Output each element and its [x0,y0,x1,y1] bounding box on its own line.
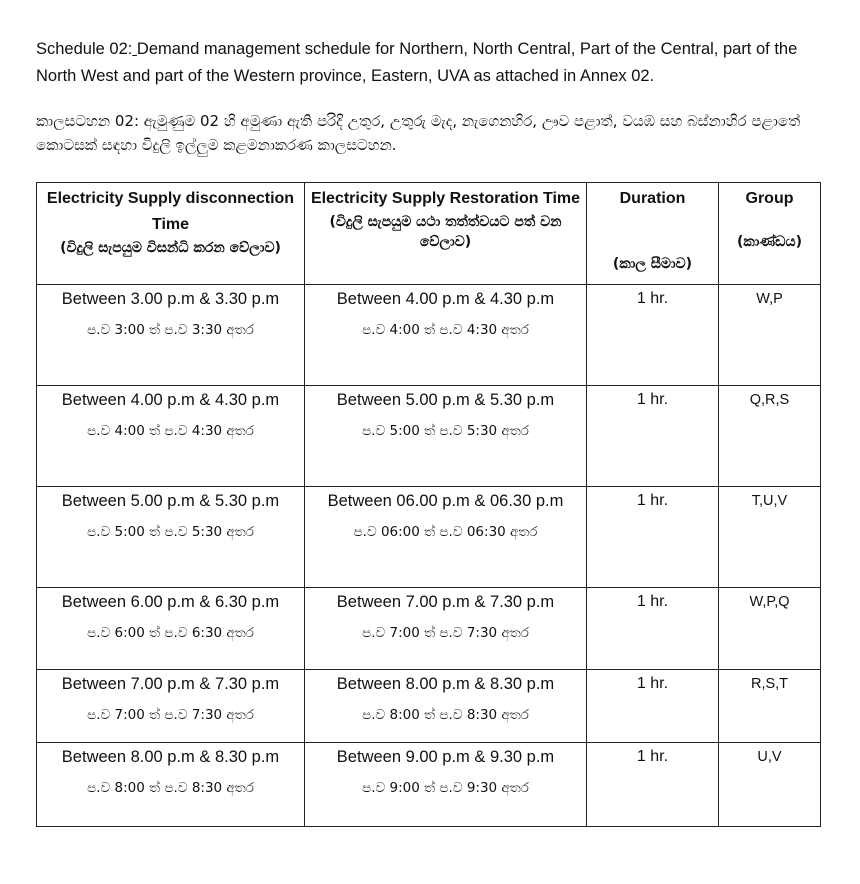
schedule-title-prefix: Schedule 02: [36,40,133,58]
header-restoration-time-sinhala: (විදුලි සැපයුම යථා තත්ත්වයට පත් වන වේලාව) [329,214,562,250]
cell-group: T,U,V [719,487,821,588]
cell-disconnection: Between 4.00 p.m & 4.30 p.m ප.ව 4:00 ත් ප.ව 4:30 අතර [37,386,305,487]
schedule-title-text: Demand management schedule for Northern, North Central, Part of the Central, part of the North West and part of the Western province, Eastern, UVA as attached in Annex 02. [36,40,798,85]
cell-restoration: Between 7.00 p.m & 7.30 p.m ප.ව 7:00 ත් ප.ව 7:30 අතර [305,588,587,670]
cell-restoration: Between 8.00 p.m & 8.30 p.m ප.ව 8:00 ත් ප.ව 8:30 අතර [305,670,587,743]
header-duration: Duration (කාල සීමාව) [587,183,719,285]
cell-group: W,P,Q [719,588,821,670]
cell-duration: 1 hr. [587,588,719,670]
cell-restoration: Between 9.00 p.m & 9.30 p.m ප.ව 9:00 ත් ප.ව 9:30 අතර [305,743,587,827]
table-row [37,588,821,670]
schedule-table [36,182,821,827]
header-disconnection-time: Electricity Supply disconnection Time (විදුලි සැපයුම විසන්ධි කරන වේලාව) [37,183,305,285]
cell-duration: 1 hr. [587,487,719,588]
table-header-row [37,183,821,285]
schedule-title [36,36,826,90]
header-group: Group (කාණ්ඩය) [719,183,821,285]
header-disconnection-time-sinhala: (විදුලි සැපයුම විසන්ධි කරන වේලාව) [60,240,281,256]
cell-group: Q,R,S [719,386,821,487]
cell-disconnection: Between 6.00 p.m & 6.30 p.m ප.ව 6:00 ත් ප.ව 6:30 අතර [37,588,305,670]
table-row [37,743,821,827]
table-row [37,670,821,743]
header-duration-sinhala: (කාල සීමාව) [612,256,693,272]
cell-disconnection: Between 8.00 p.m & 8.30 p.m ප.ව 8:00 ත් ප.ව 8:30 අතර [37,743,305,827]
cell-group: R,S,T [719,670,821,743]
cell-duration: 1 hr. [587,670,719,743]
cell-group: W,P [719,285,821,386]
cell-restoration: Between 06.00 p.m & 06.30 p.m ප.ව 06:00 ත් ප.ව 06:30 අතර [305,487,587,588]
cell-group: U,V [719,743,821,827]
cell-disconnection: Between 3.00 p.m & 3.30 p.m ප.ව 3:00 ත් ප.ව 3:30 අතර [37,285,305,386]
header-restoration-time: Electricity Supply Restoration Time (විදුලි සැපයුම යථා තත්ත්වයට පත් වන වේලාව) [305,183,587,285]
header-group-sinhala: (කාණ්ඩය) [737,234,802,250]
cell-duration: 1 hr. [587,386,719,487]
table-row [37,386,821,487]
cell-restoration: Between 4.00 p.m & 4.30 p.m ප.ව 4:00 ත් ප.ව 4:30 අතර [305,285,587,386]
table-row [37,487,821,588]
cell-duration: 1 hr. [587,285,719,386]
cell-duration: 1 hr. [587,743,719,827]
cell-disconnection: Between 5.00 p.m & 5.30 p.m ප.ව 5:00 ත් ප.ව 5:30 අතර [37,487,305,588]
cell-restoration: Between 5.00 p.m & 5.30 p.m ප.ව 5:00 ත් ප.ව 5:30 අතර [305,386,587,487]
schedule-title-sinhala: කාලසටහන 02: ඇමුණුම 02 හි අමුණා ඇති පරිදි උතුර, උතුරු මැද, නැගෙනහිර, ඌව පළාත්, වයඹ සහ බස්නාහිර පළාතේ කොටසක් සඳහා විදුලි ඉල්ලුම කළමනාකරණ කාලසටහන. [36,112,801,154]
table-row [37,285,821,386]
cell-disconnection: Between 7.00 p.m & 7.30 p.m ප.ව 7:00 ත් ප.ව 7:30 අතර [37,670,305,743]
